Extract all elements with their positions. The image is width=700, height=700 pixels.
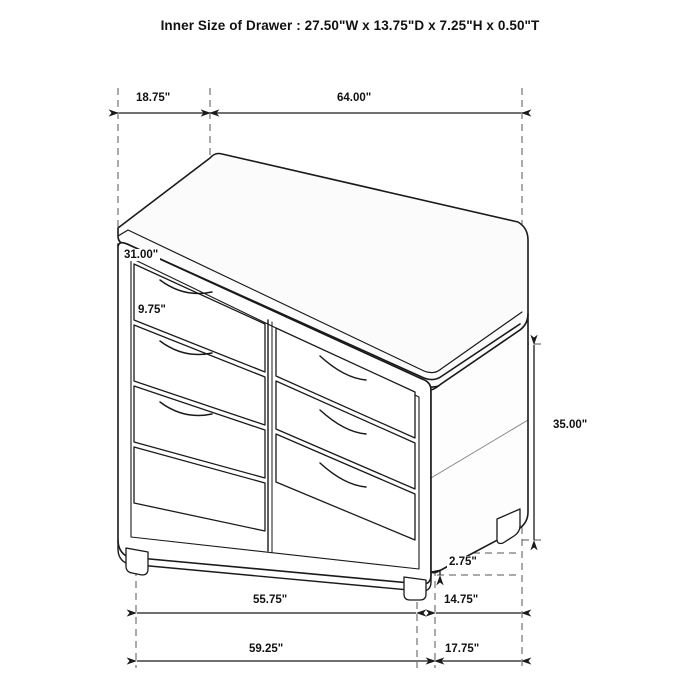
dim-label-depth-top: 18.75" (136, 92, 171, 104)
dim-label-width-5925: 59.25" (249, 643, 284, 655)
dim-label-width-top: 64.00" (337, 92, 372, 104)
dresser-body (118, 154, 528, 601)
dim-label-height-975: 9.75" (138, 304, 166, 316)
dim-label-depth-1775: 17.75" (445, 643, 480, 655)
dim-label-width-5575: 55.75" (253, 594, 288, 606)
dim-label-height-35: 35.00" (553, 419, 588, 431)
dim-label-depth-1475: 14.75" (444, 594, 479, 606)
page-title: Inner Size of Drawer : 27.50"W x 13.75"D x 7.25"H x 0.50"T (160, 18, 540, 33)
dim-label-height-31: 31.00" (124, 249, 159, 261)
dim-label-leg-275: 2.75" (449, 556, 477, 568)
